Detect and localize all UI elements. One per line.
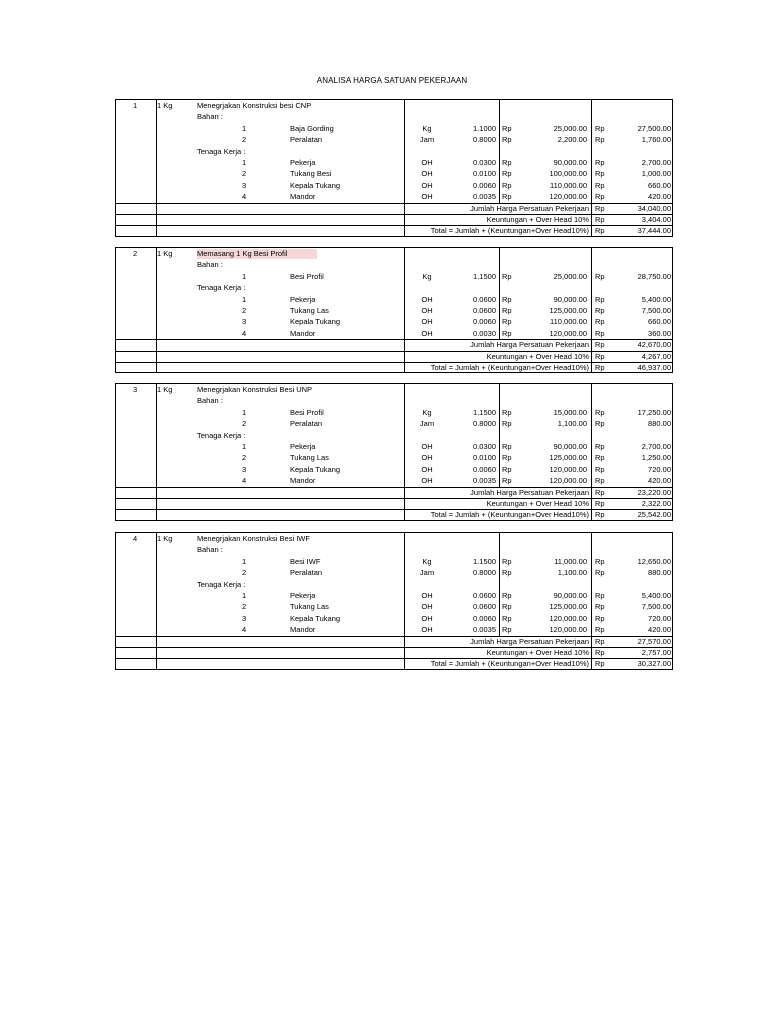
line-name: Kepala Tukang bbox=[290, 180, 341, 190]
line-total: 660.00 bbox=[648, 180, 671, 190]
currency-label: Rp bbox=[595, 407, 605, 417]
currency-label: Rp bbox=[595, 464, 605, 474]
line-name: Peralatan bbox=[290, 419, 323, 429]
line-coefficient: 0.0035 bbox=[473, 192, 496, 202]
section-row bbox=[116, 544, 672, 555]
line-unit: OH bbox=[421, 192, 433, 202]
line-coefficient: 0.8000 bbox=[473, 419, 496, 429]
total-row-label: Total = Jumlah + (Keuntungan+Over Head10%) bbox=[430, 226, 589, 236]
line-item-row bbox=[116, 613, 672, 624]
line-coefficient: 0.0060 bbox=[473, 180, 496, 190]
line-index: 1 bbox=[242, 123, 247, 133]
analysis-block bbox=[115, 383, 673, 521]
line-total: 28,750.00 bbox=[637, 271, 671, 281]
line-name: Mandor bbox=[290, 192, 316, 202]
line-coefficient: 0.0600 bbox=[473, 294, 496, 304]
currency-label: Rp bbox=[595, 123, 605, 133]
jumlah-row bbox=[116, 487, 672, 498]
line-coefficient: 1.1500 bbox=[473, 271, 496, 281]
block-header-row bbox=[116, 100, 672, 111]
jumlah-row-value: 42,670.00 bbox=[637, 340, 671, 350]
line-index: 1 bbox=[242, 157, 247, 167]
line-coefficient: 0.0600 bbox=[473, 305, 496, 315]
line-total: 7,500.00 bbox=[641, 305, 671, 315]
total-row-value: 37,444.00 bbox=[637, 226, 671, 236]
currency-label: Rp bbox=[502, 271, 512, 281]
currency-label: Rp bbox=[595, 305, 605, 315]
line-total: 420.00 bbox=[648, 192, 671, 202]
line-unit-price: 2,200.00 bbox=[557, 135, 587, 145]
item-number: 1 bbox=[133, 101, 138, 110]
total-row-label: Total = Jumlah + (Keuntungan+Over Head10%) bbox=[430, 510, 589, 520]
line-unit: OH bbox=[421, 305, 433, 315]
line-coefficient: 0.8000 bbox=[473, 568, 496, 578]
currency-label: Rp bbox=[502, 407, 512, 417]
currency-label: Rp bbox=[595, 613, 605, 623]
line-item-row bbox=[116, 601, 672, 612]
currency-label: Rp bbox=[595, 328, 605, 338]
line-name: Pekerja bbox=[290, 441, 316, 451]
item-description: Menegrjakan Konstruksi besi CNP bbox=[197, 101, 312, 110]
line-coefficient: 0.0100 bbox=[473, 453, 496, 463]
currency-label: Rp bbox=[502, 169, 512, 179]
bahan-label: Bahan : bbox=[197, 260, 223, 270]
line-item-row bbox=[116, 464, 672, 475]
currency-label: Rp bbox=[595, 453, 605, 463]
jumlah-row-value: 23,220.00 bbox=[637, 487, 671, 497]
keuntungan-row-value: 4,267.00 bbox=[641, 351, 671, 361]
bahan-label: Bahan : bbox=[197, 396, 223, 406]
line-unit: Kg bbox=[422, 407, 432, 417]
line-unit-price: 110,000.00 bbox=[550, 180, 587, 190]
line-unit-price: 120,000.00 bbox=[549, 625, 587, 635]
total-row-value: 30,327.00 bbox=[637, 659, 671, 669]
line-item-row bbox=[116, 294, 672, 305]
line-name: Kepala Tukang bbox=[290, 464, 341, 474]
currency-label: Rp bbox=[502, 317, 512, 327]
line-name: Mandor bbox=[290, 476, 316, 486]
line-unit-price: 110,000.00 bbox=[550, 317, 587, 327]
line-index: 2 bbox=[242, 305, 247, 315]
section-row bbox=[116, 146, 672, 157]
line-unit: OH bbox=[421, 157, 433, 167]
line-index: 3 bbox=[242, 180, 247, 190]
jumlah-row-value: 27,570.00 bbox=[637, 636, 671, 646]
tenaga-label: Tenaga Kerja : bbox=[197, 430, 246, 440]
currency-label: Rp bbox=[502, 602, 512, 612]
line-total: 880.00 bbox=[648, 568, 671, 578]
line-item-row bbox=[116, 134, 672, 145]
line-item-row bbox=[116, 168, 672, 179]
line-total: 1,760.00 bbox=[641, 135, 671, 145]
line-index: 2 bbox=[242, 602, 247, 612]
keuntungan-row-label: Keuntungan + Over Head 10% bbox=[486, 214, 589, 224]
analysis-block bbox=[115, 247, 673, 373]
item-quantity: 1 Kg bbox=[157, 534, 173, 543]
line-unit: OH bbox=[421, 317, 433, 327]
line-unit-price: 90,000.00 bbox=[553, 590, 587, 600]
line-coefficient: 1.1000 bbox=[473, 123, 496, 133]
bahan-label: Bahan : bbox=[197, 545, 223, 555]
line-item-row bbox=[116, 556, 672, 567]
currency-label: Rp bbox=[595, 192, 605, 202]
currency-label: Rp bbox=[502, 157, 512, 167]
line-unit-price: 120,000.00 bbox=[549, 192, 587, 202]
line-coefficient: 0.0060 bbox=[473, 613, 496, 623]
jumlah-row-label: Jumlah Harga Persatuan Pekerjaan bbox=[470, 340, 589, 350]
line-index: 2 bbox=[242, 568, 247, 578]
line-coefficient: 0.0060 bbox=[473, 317, 496, 327]
section-row bbox=[116, 282, 672, 293]
currency-label: Rp bbox=[502, 590, 512, 600]
currency-label: Rp bbox=[502, 441, 512, 451]
line-unit: OH bbox=[421, 476, 433, 486]
line-unit-price: 15,000.00 bbox=[553, 407, 587, 417]
line-total: 420.00 bbox=[648, 476, 671, 486]
line-index: 4 bbox=[242, 476, 247, 486]
currency-label: Rp bbox=[595, 441, 605, 451]
section-row bbox=[116, 579, 672, 590]
jumlah-row bbox=[116, 636, 672, 647]
line-unit: Jam bbox=[419, 419, 435, 429]
total-row bbox=[116, 225, 672, 236]
total-row bbox=[116, 509, 672, 520]
line-unit: Kg bbox=[422, 123, 432, 133]
line-item-row bbox=[116, 180, 672, 191]
currency-label: Rp bbox=[595, 659, 605, 669]
currency-label: Rp bbox=[502, 294, 512, 304]
currency-label: Rp bbox=[595, 214, 605, 224]
line-coefficient: 0.0035 bbox=[473, 476, 496, 486]
line-index: 2 bbox=[242, 135, 247, 145]
line-unit-price: 100,000.00 bbox=[549, 169, 587, 179]
line-total: 17,250.00 bbox=[637, 407, 671, 417]
line-index: 2 bbox=[242, 419, 247, 429]
currency-label: Rp bbox=[595, 226, 605, 236]
line-item-row bbox=[116, 418, 672, 429]
line-item-row bbox=[116, 271, 672, 282]
jumlah-row bbox=[116, 339, 672, 350]
line-name: Tukang Las bbox=[290, 453, 329, 463]
item-quantity: 1 Kg bbox=[157, 101, 173, 110]
line-index: 4 bbox=[242, 625, 247, 635]
line-index: 2 bbox=[242, 169, 247, 179]
line-unit-price: 1,100.00 bbox=[557, 568, 587, 578]
line-unit: Kg bbox=[422, 271, 432, 281]
line-coefficient: 0.0035 bbox=[473, 625, 496, 635]
line-unit: OH bbox=[421, 590, 433, 600]
line-unit-price: 90,000.00 bbox=[553, 441, 587, 451]
line-unit-price: 120,000.00 bbox=[549, 328, 587, 338]
currency-label: Rp bbox=[595, 294, 605, 304]
currency-label: Rp bbox=[502, 613, 512, 623]
currency-label: Rp bbox=[502, 123, 512, 133]
item-description: Menegrjakan Konstruksi Besi UNP bbox=[197, 385, 313, 394]
currency-label: Rp bbox=[502, 135, 512, 145]
currency-label: Rp bbox=[595, 487, 605, 497]
line-unit: OH bbox=[421, 453, 433, 463]
currency-label: Rp bbox=[595, 510, 605, 520]
line-unit: OH bbox=[421, 441, 433, 451]
currency-label: Rp bbox=[595, 180, 605, 190]
line-item-row bbox=[116, 191, 672, 202]
currency-label: Rp bbox=[595, 647, 605, 657]
item-description: Memasang 1 Kg Besi Profil bbox=[197, 249, 317, 259]
item-number: 4 bbox=[133, 534, 138, 543]
currency-label: Rp bbox=[595, 157, 605, 167]
keuntungan-row-label: Keuntungan + Over Head 10% bbox=[486, 351, 589, 361]
line-name: Tukang Las bbox=[290, 305, 329, 315]
line-unit: Jam bbox=[419, 135, 435, 145]
currency-label: Rp bbox=[595, 340, 605, 350]
tenaga-label: Tenaga Kerja : bbox=[197, 283, 246, 293]
line-name: Besi IWF bbox=[290, 556, 321, 566]
bahan-label: Bahan : bbox=[197, 112, 223, 122]
currency-label: Rp bbox=[502, 476, 512, 486]
tenaga-label: Tenaga Kerja : bbox=[197, 579, 246, 589]
keuntungan-row-value: 2,757.00 bbox=[641, 647, 671, 657]
line-unit: OH bbox=[421, 294, 433, 304]
line-total: 2,700.00 bbox=[641, 157, 671, 167]
currency-label: Rp bbox=[502, 305, 512, 315]
item-description: Menegrjakan Konstruksi Besi IWF bbox=[197, 534, 310, 543]
line-unit-price: 120,000.00 bbox=[549, 613, 587, 623]
total-row-label: Total = Jumlah + (Keuntungan+Over Head10%) bbox=[430, 659, 589, 669]
currency-label: Rp bbox=[595, 419, 605, 429]
line-coefficient: 1.1500 bbox=[473, 407, 496, 417]
currency-label: Rp bbox=[595, 317, 605, 327]
item-number: 2 bbox=[133, 249, 138, 258]
line-unit: OH bbox=[421, 602, 433, 612]
line-name: Peralatan bbox=[290, 135, 323, 145]
line-item-row bbox=[116, 305, 672, 316]
keuntungan-row bbox=[116, 214, 672, 225]
line-unit: Kg bbox=[422, 556, 432, 566]
analysis-block bbox=[115, 532, 673, 670]
keuntungan-row-value: 3,404.00 bbox=[641, 214, 671, 224]
section-row bbox=[116, 430, 672, 441]
total-row-label: Total = Jumlah + (Keuntungan+Over Head10%) bbox=[430, 362, 589, 372]
item-number: 3 bbox=[133, 385, 138, 394]
line-name: Mandor bbox=[290, 625, 316, 635]
line-unit: Jam bbox=[419, 568, 435, 578]
currency-label: Rp bbox=[595, 271, 605, 281]
line-item-row bbox=[116, 441, 672, 452]
currency-label: Rp bbox=[595, 625, 605, 635]
line-item-row bbox=[116, 624, 672, 635]
currency-label: Rp bbox=[595, 135, 605, 145]
line-unit-price: 120,000.00 bbox=[549, 464, 587, 474]
item-quantity: 1 Kg bbox=[157, 249, 173, 258]
jumlah-row-label: Jumlah Harga Persatuan Pekerjaan bbox=[470, 487, 589, 497]
currency-label: Rp bbox=[502, 464, 512, 474]
line-name: Baja Gording bbox=[290, 123, 334, 133]
currency-label: Rp bbox=[595, 602, 605, 612]
keuntungan-row-label: Keuntungan + Over Head 10% bbox=[486, 498, 589, 508]
line-name: Pekerja bbox=[290, 590, 316, 600]
line-index: 1 bbox=[242, 441, 247, 451]
currency-label: Rp bbox=[502, 419, 512, 429]
tenaga-label: Tenaga Kerja : bbox=[197, 146, 246, 156]
line-coefficient: 0.0100 bbox=[473, 169, 496, 179]
keuntungan-row-value: 2,322.00 bbox=[641, 498, 671, 508]
line-unit: OH bbox=[421, 328, 433, 338]
line-coefficient: 0.0600 bbox=[473, 602, 496, 612]
line-name: Tukang Las bbox=[290, 602, 329, 612]
currency-label: Rp bbox=[595, 498, 605, 508]
line-name: Pekerja bbox=[290, 157, 316, 167]
line-item-row bbox=[116, 407, 672, 418]
line-index: 4 bbox=[242, 328, 247, 338]
line-item-row bbox=[116, 123, 672, 134]
total-row bbox=[116, 362, 672, 373]
page-title: ANALISA HARGA SATUAN PEKERJAAN bbox=[316, 76, 468, 85]
line-unit-price: 125,000.00 bbox=[549, 305, 587, 315]
line-total: 12,650.00 bbox=[637, 556, 671, 566]
line-unit: OH bbox=[421, 180, 433, 190]
jumlah-row-label: Jumlah Harga Persatuan Pekerjaan bbox=[470, 203, 589, 213]
currency-label: Rp bbox=[595, 476, 605, 486]
currency-label: Rp bbox=[595, 636, 605, 646]
line-total: 720.00 bbox=[648, 464, 671, 474]
line-total: 420.00 bbox=[648, 625, 671, 635]
line-index: 2 bbox=[242, 453, 247, 463]
currency-label: Rp bbox=[502, 180, 512, 190]
line-total: 7,500.00 bbox=[641, 602, 671, 612]
line-total: 660.00 bbox=[648, 317, 671, 327]
line-index: 1 bbox=[242, 407, 247, 417]
keuntungan-row bbox=[116, 351, 672, 362]
line-unit-price: 25,000.00 bbox=[553, 123, 587, 133]
total-row-value: 46,937.00 bbox=[637, 362, 671, 372]
line-index: 3 bbox=[242, 317, 247, 327]
line-index: 3 bbox=[242, 464, 247, 474]
line-total: 880.00 bbox=[648, 419, 671, 429]
keuntungan-row bbox=[116, 498, 672, 509]
line-total: 1,250.00 bbox=[641, 453, 671, 463]
block-header-row bbox=[116, 248, 672, 259]
block-header-row bbox=[116, 533, 672, 544]
line-unit: OH bbox=[421, 625, 433, 635]
line-coefficient: 0.0300 bbox=[473, 157, 496, 167]
currency-label: Rp bbox=[502, 556, 512, 566]
line-item-row bbox=[116, 316, 672, 327]
currency-label: Rp bbox=[595, 568, 605, 578]
line-unit-price: 90,000.00 bbox=[553, 294, 587, 304]
currency-label: Rp bbox=[595, 556, 605, 566]
line-unit-price: 11,000.00 bbox=[554, 556, 587, 566]
line-unit-price: 125,000.00 bbox=[549, 453, 587, 463]
line-name: Kepala Tukang bbox=[290, 613, 341, 623]
line-index: 1 bbox=[242, 556, 247, 566]
line-unit: OH bbox=[421, 464, 433, 474]
jumlah-row bbox=[116, 203, 672, 214]
line-unit: OH bbox=[421, 169, 433, 179]
line-index: 3 bbox=[242, 613, 247, 623]
section-row bbox=[116, 111, 672, 122]
line-item-row bbox=[116, 475, 672, 486]
line-total: 720.00 bbox=[648, 613, 671, 623]
line-name: Kepala Tukang bbox=[290, 317, 341, 327]
line-name: Besi Profil bbox=[290, 407, 324, 417]
block-header-row bbox=[116, 384, 672, 395]
line-total: 27,500.00 bbox=[637, 123, 671, 133]
line-item-row bbox=[116, 590, 672, 601]
section-row bbox=[116, 259, 672, 270]
line-coefficient: 0.0060 bbox=[473, 464, 496, 474]
currency-label: Rp bbox=[595, 362, 605, 372]
item-quantity: 1 Kg bbox=[157, 385, 173, 394]
total-row bbox=[116, 658, 672, 669]
line-index: 1 bbox=[242, 271, 247, 281]
line-unit-price: 1,100.00 bbox=[557, 419, 587, 429]
keuntungan-row bbox=[116, 647, 672, 658]
line-unit: OH bbox=[421, 613, 433, 623]
line-item-row bbox=[116, 328, 672, 339]
currency-label: Rp bbox=[502, 568, 512, 578]
currency-label: Rp bbox=[595, 351, 605, 361]
line-unit-price: 120,000.00 bbox=[549, 476, 587, 486]
line-item-row bbox=[116, 567, 672, 578]
line-item-row bbox=[116, 157, 672, 168]
line-total: 5,400.00 bbox=[641, 590, 671, 600]
line-unit-price: 90,000.00 bbox=[553, 157, 587, 167]
currency-label: Rp bbox=[502, 192, 512, 202]
line-coefficient: 0.0030 bbox=[473, 328, 496, 338]
line-index: 1 bbox=[242, 590, 247, 600]
currency-label: Rp bbox=[595, 203, 605, 213]
keuntungan-row-label: Keuntungan + Over Head 10% bbox=[486, 647, 589, 657]
line-total: 2,700.00 bbox=[641, 441, 671, 451]
line-name: Mandor bbox=[290, 328, 316, 338]
line-name: Besi Profil bbox=[290, 271, 324, 281]
line-index: 4 bbox=[242, 192, 247, 202]
line-coefficient: 0.0600 bbox=[473, 590, 496, 600]
line-coefficient: 0.8000 bbox=[473, 135, 496, 145]
total-row-value: 25,542.00 bbox=[637, 510, 671, 520]
line-item-row bbox=[116, 452, 672, 463]
line-name: Peralatan bbox=[290, 568, 323, 578]
line-total: 1,000.00 bbox=[641, 169, 671, 179]
line-name: Pekerja bbox=[290, 294, 316, 304]
currency-label: Rp bbox=[595, 590, 605, 600]
currency-label: Rp bbox=[502, 625, 512, 635]
line-coefficient: 1.1500 bbox=[473, 556, 496, 566]
line-index: 1 bbox=[242, 294, 247, 304]
line-coefficient: 0.0300 bbox=[473, 441, 496, 451]
line-name: Tukang Besi bbox=[290, 169, 332, 179]
line-unit-price: 25,000.00 bbox=[553, 271, 587, 281]
line-total: 5,400.00 bbox=[641, 294, 671, 304]
jumlah-row-label: Jumlah Harga Persatuan Pekerjaan bbox=[470, 636, 589, 646]
currency-label: Rp bbox=[502, 328, 512, 338]
currency-label: Rp bbox=[502, 453, 512, 463]
currency-label: Rp bbox=[595, 169, 605, 179]
line-total: 360.00 bbox=[648, 328, 671, 338]
line-unit-price: 125,000.00 bbox=[549, 602, 587, 612]
jumlah-row-value: 34,040.00 bbox=[637, 203, 671, 213]
section-row bbox=[116, 395, 672, 406]
analysis-block bbox=[115, 99, 673, 237]
